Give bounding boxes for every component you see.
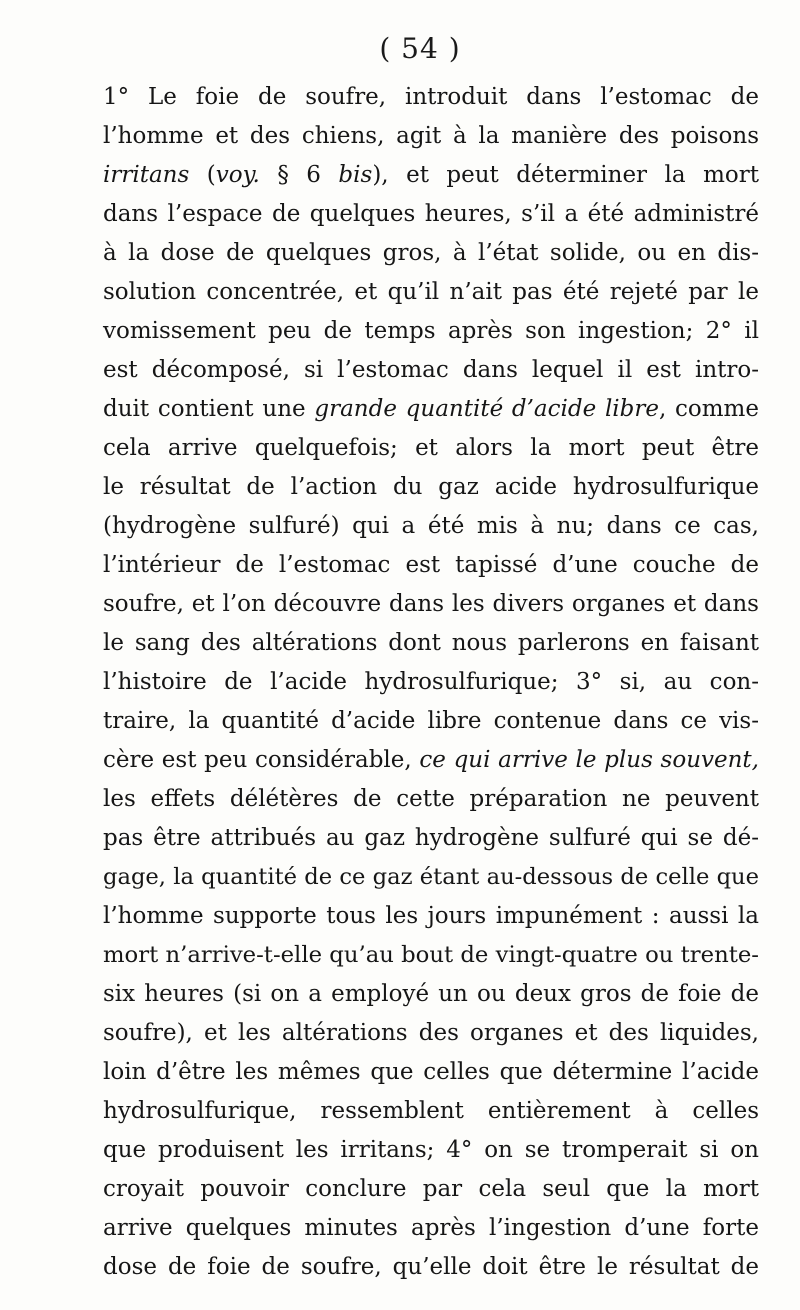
text-run: est décomposé, si l’estomac dans lequel il est intro- [103, 357, 759, 383]
italic-text: voy. [215, 162, 260, 188]
italic-text: irritans [103, 162, 190, 188]
text-line [103, 117, 759, 156]
text-line [103, 78, 759, 117]
text-run: l’homme supporte tous les jours impunément : aussi la [103, 903, 759, 929]
text-run: cère est peu considérable, [103, 747, 420, 773]
text-run: cela arrive quelquefois; et alors la mort peut être [103, 435, 759, 461]
text-run: mort n’arrive-t-elle qu’au bout de vingt-quatre ou trente- [103, 942, 759, 968]
text-line [103, 702, 759, 741]
text-line [103, 156, 759, 195]
text-run: croyait pouvoir conclure par cela seul que la mort [103, 1176, 759, 1202]
text-run: gage, la quantité de ce gaz étant au-dessous de celle que [103, 864, 759, 890]
text-line [103, 273, 759, 312]
text-run: l’intérieur de l’estomac est tapissé d’une couche de [103, 552, 759, 578]
text-run: dose de foie de soufre, qu’elle doit être le résultat de [103, 1254, 759, 1280]
text-run: le sang des altérations dont nous parlerons en faisant [103, 630, 759, 656]
text-line [103, 741, 759, 780]
italic-text: grande quantité d’acide libre [314, 396, 659, 422]
text-run: § 6 [259, 162, 339, 188]
text-line [103, 507, 759, 546]
text-run: dans l’espace de quelques heures, s’il a été administré [103, 201, 759, 227]
text-run: à la dose de quelques gros, à l’état solide, ou en dis- [103, 240, 759, 266]
text-run: l’homme et des chiens, agit à la manière des poisons [103, 123, 759, 149]
text-line [103, 624, 759, 663]
text-line [103, 546, 759, 585]
text-line [103, 1170, 759, 1209]
text-run: solution concentrée, et qu’il n’ait pas été rejeté par le [103, 279, 759, 305]
text-line [103, 780, 759, 819]
text-run: les effets délétères de cette préparation ne peuvent [103, 786, 759, 812]
text-run: hydrosulfurique, ressemblent entièrement à celles [103, 1098, 759, 1124]
text-run: arrive quelques minutes après l’ingestion d’une forte [103, 1215, 759, 1241]
text-run: 1° Le foie de soufre, introduit dans l’estomac de [103, 84, 759, 110]
text-line [103, 195, 759, 234]
text-line [103, 663, 759, 702]
text-line [103, 1131, 759, 1170]
text-line [103, 936, 759, 975]
text-line [103, 1209, 759, 1248]
text-line [103, 1092, 759, 1131]
text-line [103, 1053, 759, 1092]
text-line [103, 819, 759, 858]
page-number: ( 54 ) [379, 32, 461, 65]
text-line [103, 390, 759, 429]
text-run: (hydrogène sulfuré) qui a été mis à nu; dans ce cas, [103, 513, 759, 539]
text-run: six heures (si on a employé un ou deux gros de foie de [103, 981, 759, 1007]
text-line [103, 585, 759, 624]
body-text [103, 78, 759, 1287]
text-run: pas être attribués au gaz hydrogène sulfuré qui se dé- [103, 825, 759, 851]
text-line [103, 234, 759, 273]
text-run: soufre, et l’on découvre dans les divers organes et dans [103, 591, 759, 617]
text-run: que produisent les irritans; 4° on se tromperait si on [103, 1137, 759, 1163]
text-line [103, 429, 759, 468]
text-line [103, 858, 759, 897]
text-line [103, 897, 759, 936]
text-run: duit contient une [103, 396, 315, 422]
text-line [103, 468, 759, 507]
text-line [103, 975, 759, 1014]
text-line [103, 1248, 759, 1287]
text-run: l’histoire de l’acide hydrosulfurique; 3° si, au con- [103, 669, 759, 695]
text-run: ( [189, 162, 216, 188]
text-line [103, 312, 759, 351]
text-line [103, 351, 759, 390]
text-run: loin d’être les mêmes que celles que détermine l’acide [103, 1059, 759, 1085]
text-run: le résultat de l’action du gaz acide hydrosulfurique [103, 474, 759, 500]
text-line [103, 1014, 759, 1053]
text-run: soufre), et les altérations des organes et des liquides, [103, 1020, 759, 1046]
text-run: vomissement peu de temps après son ingestion; 2° il [103, 318, 759, 344]
italic-text: bis [338, 162, 373, 188]
italic-text: ce qui arrive le plus souvent, [419, 747, 759, 773]
text-run: traire, la quantité d’acide libre contenue dans ce vis- [103, 708, 759, 734]
text-run: ), et peut déterminer la mort [372, 162, 759, 188]
text-run: , comme [658, 396, 759, 422]
